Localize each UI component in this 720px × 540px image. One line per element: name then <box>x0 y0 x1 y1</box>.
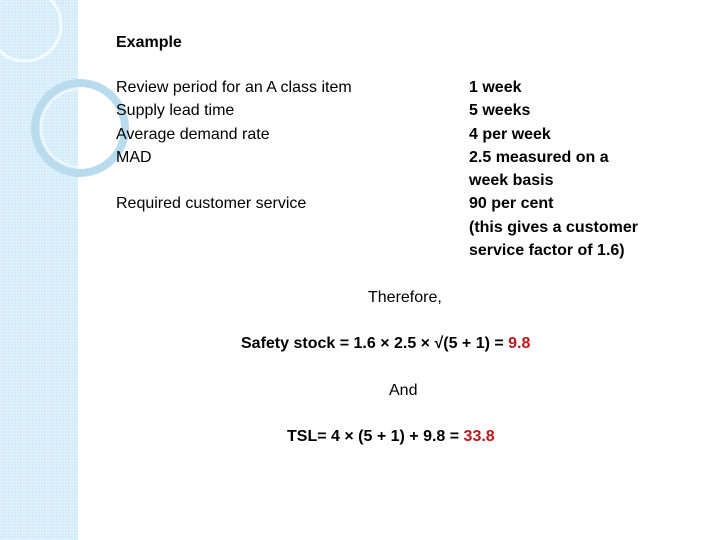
safety-stock-formula <box>241 332 530 355</box>
decorative-ring-bottom <box>35 83 125 173</box>
value-customer-service: 90 per cent <box>469 195 554 213</box>
safety-stock-expression: Safety stock = 1.6 × 2.5 × √(5 + 1) = <box>241 335 509 352</box>
decorative-ring-inner <box>41 89 119 167</box>
safety-stock-result: 9.8 <box>508 335 531 352</box>
label-supply-lead-time: Supply lead time <box>116 102 235 120</box>
tsl-formula <box>287 425 495 448</box>
label-average-demand-rate: Average demand rate <box>116 125 270 143</box>
decorative-ring-top <box>0 0 61 61</box>
value-service-factor-line-2: service factor of 1.6) <box>469 242 625 260</box>
slide-heading: Example <box>116 34 182 51</box>
parameter-values <box>469 76 709 262</box>
value-review-period: 1 week <box>469 79 522 96</box>
value-supply-lead-time: 5 weeks <box>469 102 531 120</box>
tsl-expression: TSL= 4 × (5 + 1) + 9.8 = <box>287 428 464 445</box>
and-text: And <box>389 382 418 399</box>
value-service-factor-line-1: (this gives a customer <box>469 218 638 236</box>
tsl-result: 33.8 <box>463 428 495 445</box>
value-average-demand-rate: 4 per week <box>469 125 551 143</box>
parameter-labels <box>116 76 352 216</box>
label-review-period: Review period for an A class item <box>116 79 352 96</box>
value-mad-line-1: 2.5 measured on a <box>469 148 609 166</box>
value-mad-line-2: week basis <box>469 172 554 190</box>
label-required-customer-service: Required customer service <box>116 195 307 213</box>
label-mad: MAD <box>116 148 152 166</box>
therefore-text: Therefore, <box>368 289 442 306</box>
